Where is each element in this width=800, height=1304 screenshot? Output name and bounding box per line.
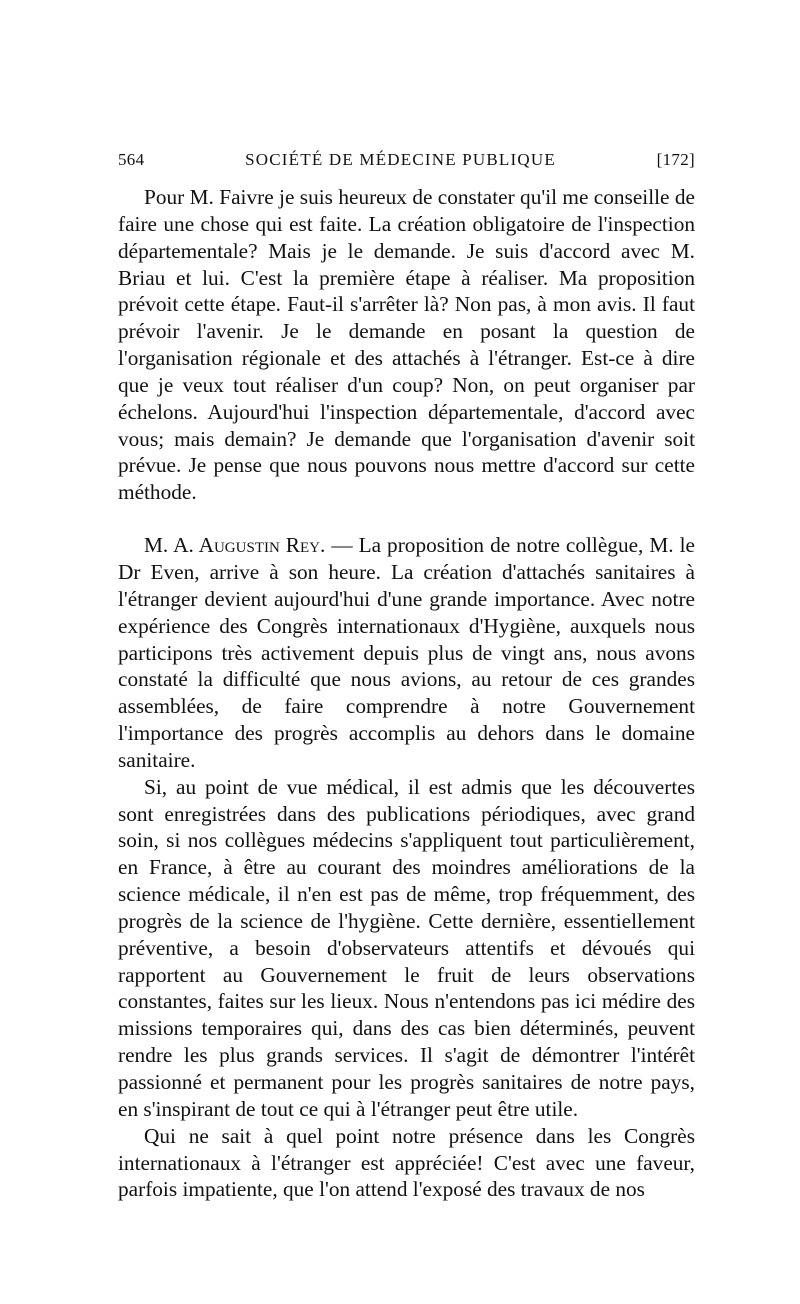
paragraph-rey-statement (118, 532, 695, 774)
page-header (118, 150, 695, 174)
paragraph-hygiene-observers: Si, au point de vue médical, il est admis que les découvertes sont enregistrées dans des publications périodiques, avec grand soin, si nos collègues médecins s'appliquent tout particulièrement, en France, à être au courant des moindres améliorations de la science médicale, il n'en est pas de même, trop fréquemment, des progrès de la science de l'hygiène. Cette dernière, essentiellement préventive, a besoin d'observateurs attentifs et dévoués qui rapportent au Gouvernement le fruit de leurs observations constantes, faites sur les lieux. Nous n'entendons pas ici médire des missions temporaires qui, dans des cas bien déterminés, peuvent rendre les plus grands services. Il s'agit de démontrer l'intérêt passionné et permanent pour les progrès sanitaires de notre pays, en s'inspirant de tout ce qui à l'étranger peut être utile. (118, 774, 695, 1121)
section-reference: [172] (656, 150, 695, 169)
speaker-name: M. A. Augustin Rey. (144, 533, 326, 558)
page-number: 564 (118, 150, 145, 169)
body-text (118, 184, 695, 1203)
paragraph-congres-presence: Qui ne sait à quel point notre présence dans les Congrès internationaux à l'étranger est appréciée! C'est avec une faveur, parfois impatiente, que l'on attend l'exposé des travaux de nos (118, 1123, 695, 1202)
paragraph-faivre-reply: Pour M. Faivre je suis heureux de constater qu'il me conseille de faire une chose qui est faite. La création obligatoire de l'inspection départementale? Mais je le demande. Je suis d'accord avec M. Briau et lui. C'est la première étape à réaliser. Ma proposition prévoit cette étape. Faut-il s'arrêter là? Non pas, à mon avis. Il faut prévoir l'avenir. Je le demande en posant la question de l'organisation régionale et des attachés à l'étranger. Est-ce à dire que je veux tout réaliser d'un coup? Non, on peut organiser par échelons. Aujourd'hui l'inspection départementale, d'accord avec vous; mais demain? Je demande que l'organisation d'avenir soit prévue. Je pense que nous pouvons nous mettre d'accord sur cette méthode. (118, 185, 695, 505)
paragraph-rey-text: — La proposition de notre collègue, M. le Dr Even, arrive à son heure. La création d'attachés sanitaires à l'étranger devient aujourd'hui d'une grande importance. Avec notre expérience des Congrès internationaux d'Hygiène, auxquels nous participons très activement depuis plus de vingt ans, nous avons constaté la difficulté que nous avions, au retour de ces grandes assemblées, de faire comprendre à notre Gouvernement l'importance des progrès accomplis au dehors dans le domaine sanitaire. (118, 533, 695, 772)
running-title: SOCIÉTÉ DE MÉDECINE PUBLIQUE (245, 150, 556, 169)
